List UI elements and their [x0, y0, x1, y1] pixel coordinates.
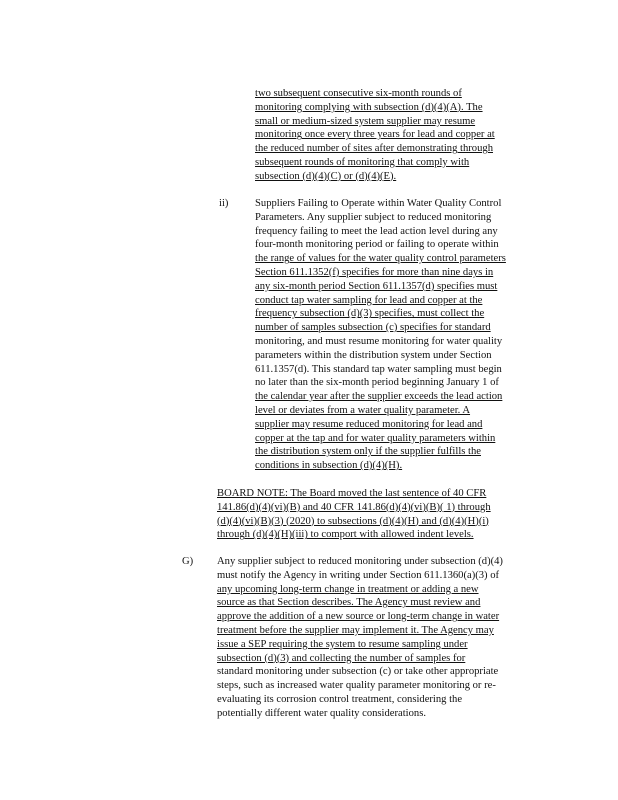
underlined-text: monitoring complying with subsection (d)(4)(A). The	[255, 101, 483, 113]
text-line	[217, 555, 503, 569]
plain-text: no later than the six-month period beginning January 1 of	[255, 377, 499, 389]
plain-text: 611.1357(d). This standard tap water sampling must begin	[255, 363, 502, 375]
text-line	[255, 307, 484, 321]
text-line	[217, 610, 499, 624]
underlined-text: two subsequent consecutive six-month rounds of	[255, 88, 462, 99]
underlined-text: the calendar year after the supplier exceeds the lead action	[255, 391, 503, 403]
underlined-text: level or deviates from a water quality parameter. A	[255, 405, 471, 416]
plain-text: parameters within the distribution system under Section	[255, 349, 492, 361]
text-line	[255, 252, 506, 266]
text-line	[217, 693, 462, 707]
underlined-text: through (d)(4)(H)(iii) to comport with allowed indent levels.	[217, 529, 474, 541]
underlined-text: the reduced number of sites after demonstrating through	[255, 143, 493, 155]
plain-text: four-month monitoring period or failing to operate within	[255, 239, 499, 251]
plain-text: steps, such as increased water quality parameter monitoring or re-	[217, 680, 496, 692]
text-line	[217, 501, 491, 515]
underlined-text: any upcoming long-term change in treatment or adding a new	[217, 583, 479, 595]
underlined-text: monitoring once every three years for lead and copper at	[255, 129, 495, 141]
underlined-text: the distribution system only if the supplier fulfills the	[255, 446, 481, 458]
underlined-text: (d)(4)(vi)(B)(3) (2020) to subsections (d)(4)(H) and (d)(4)(H)(i)	[217, 515, 489, 527]
underlined-text: the range of values for the water quality control parameters	[255, 253, 506, 265]
plain-text: potentially different water quality considerations.	[217, 707, 426, 719]
underlined-text: subsequent rounds of monitoring that comply with	[255, 157, 470, 168]
text-line	[255, 142, 493, 156]
text-line	[217, 624, 494, 638]
underlined-text: source as that Section describes. The Agency must review and	[217, 597, 481, 609]
text-line	[217, 569, 499, 583]
list-marker: ii)	[219, 198, 229, 209]
text-line	[217, 515, 489, 529]
underlined-text: conditions in subsection (d)(4)(H).	[255, 460, 403, 472]
text-line	[255, 87, 462, 101]
text-line	[255, 211, 491, 225]
text-line	[217, 679, 496, 693]
text-line	[255, 101, 483, 115]
underlined-text: number of samples subsection (c) specifies for standard	[255, 322, 491, 334]
plain-text: must notify the Agency in writing under Section 611.1360(a)(3) of	[217, 569, 500, 581]
text-line	[255, 390, 502, 404]
plain-text: Parameters. Any supplier subject to reduced monitoring	[255, 211, 492, 223]
underlined-text: conduct tap water sampling for lead and copper at the	[255, 294, 483, 306]
plain-text: Suppliers Failing to Operate within Water Quality Control	[255, 198, 502, 209]
underlined-text: subsection (d)(4)(C) or (d)(4)(E).	[255, 170, 397, 182]
underlined-text: BOARD NOTE: The Board moved the last sentence of 40 CFR	[217, 488, 487, 499]
underlined-text: issue a SEP requiring the system to resume sampling under	[217, 638, 468, 650]
text-line	[217, 596, 480, 610]
text-line	[255, 432, 495, 446]
plain-text: frequency failing to meet the lead action level during any	[255, 225, 498, 237]
plain-text: monitoring, and must resume monitoring for water quality	[255, 336, 503, 347]
underlined-text: treatment before the supplier may implement it. The Agency may	[217, 625, 494, 636]
plain-text: standard monitoring under subsection (c) or take other appropriate	[217, 666, 499, 678]
text-line	[217, 583, 479, 597]
text-line	[217, 638, 468, 652]
underlined-text: copper at the tap and for water quality parameters within	[255, 432, 496, 444]
text-line	[255, 404, 470, 418]
list-marker: G)	[182, 556, 194, 567]
underlined-text: small or medium-sized system supplier may resume	[255, 115, 476, 127]
text-line	[255, 280, 497, 294]
text-line	[255, 128, 495, 142]
text-line	[255, 225, 498, 239]
underlined-text: frequency subsection (d)(3) specifies, must collect the	[255, 308, 485, 320]
text-line	[255, 238, 499, 252]
plain-text: Any supplier subject to reduced monitoring under subsection (d)(4)	[217, 556, 503, 567]
text-line	[255, 418, 482, 432]
text-line	[255, 445, 481, 459]
text-line	[217, 665, 498, 679]
text-line	[255, 266, 493, 280]
text-line	[217, 652, 465, 666]
underlined-text: subsection (d)(3) and collecting the number of samples for	[217, 652, 466, 664]
text-line	[255, 115, 475, 129]
text-line	[255, 156, 469, 170]
text-line	[255, 349, 492, 363]
text-line	[255, 321, 491, 335]
plain-text: evaluating its corrosion control treatment, considering the	[217, 694, 463, 705]
text-line	[255, 294, 482, 308]
underlined-text: 141.86(d)(4)(vi)(B) and 40 CFR 141.86(d)(4)(vi)(B)( 1) through	[217, 501, 491, 513]
text-line	[255, 335, 502, 349]
text-line	[255, 197, 501, 211]
text-line	[255, 459, 402, 473]
text-line	[217, 487, 486, 501]
underlined-text: approve the addition of a new source or long-term change in water	[217, 611, 500, 623]
underlined-text: Section 611.1352(f) specifies for more than nine days in	[255, 267, 494, 278]
text-line	[217, 528, 474, 542]
text-line	[255, 363, 502, 377]
text-line	[217, 707, 426, 721]
underlined-text: supplier may resume reduced monitoring for lead and	[255, 418, 483, 430]
text-line	[255, 170, 396, 184]
underlined-text: any six-month period Section 611.1357(d) specifies must	[255, 280, 498, 292]
text-line	[255, 376, 499, 390]
